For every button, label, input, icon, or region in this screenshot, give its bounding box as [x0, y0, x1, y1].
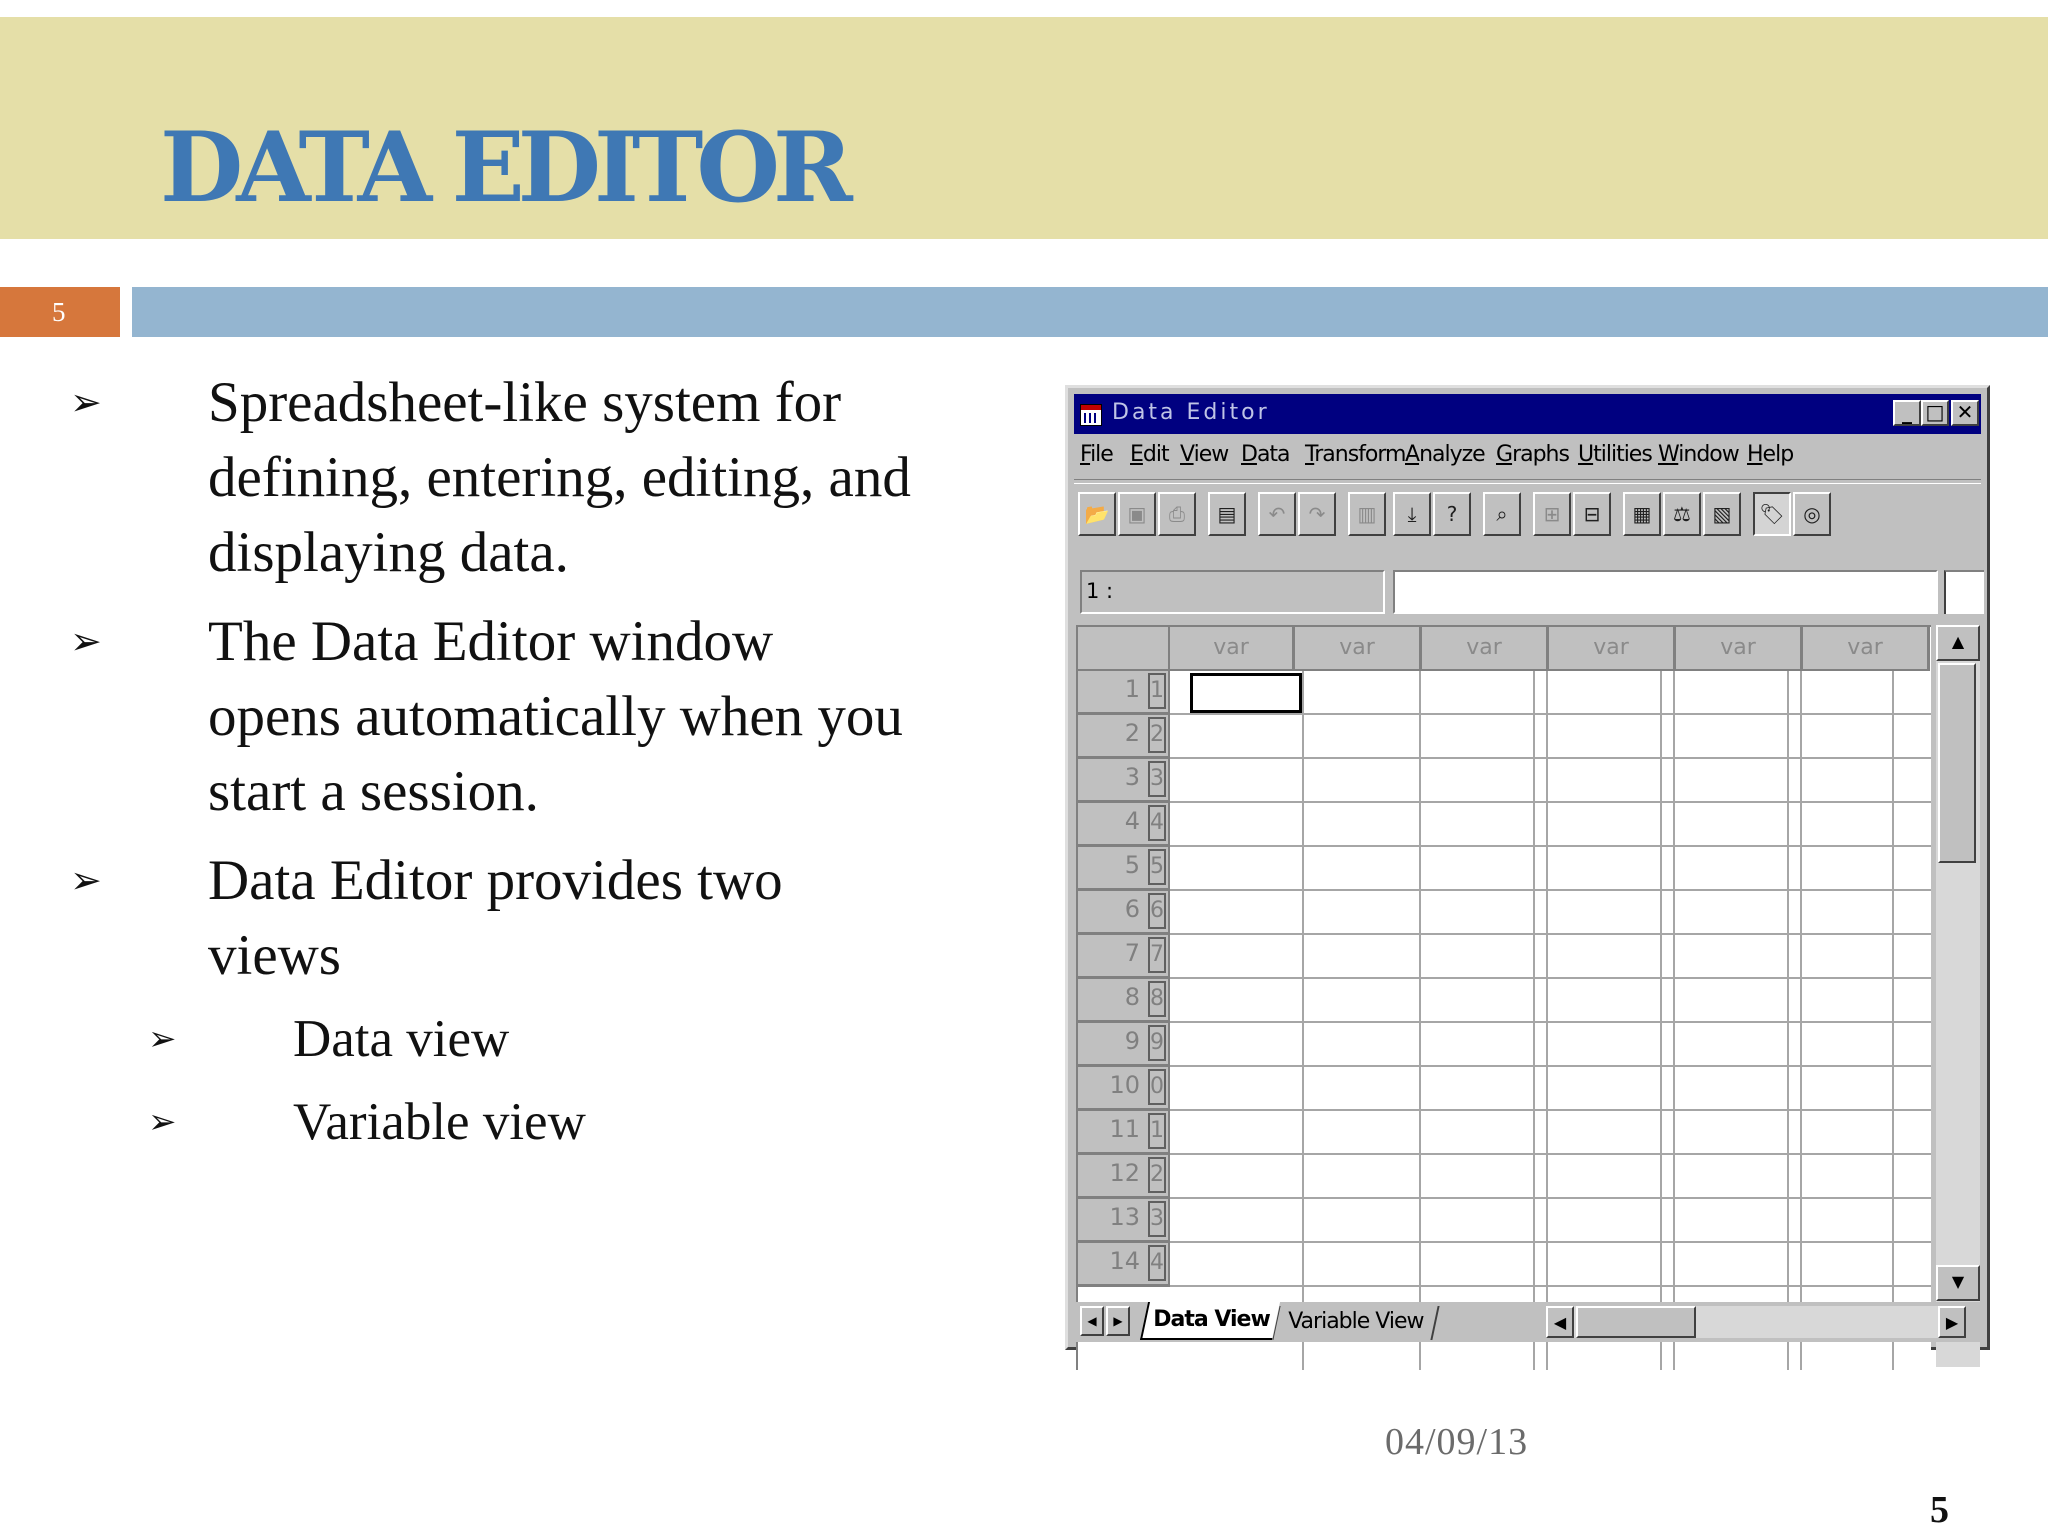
sub-bullet-text: Variable view — [293, 1093, 586, 1151]
slide-title: DATA EDITOR — [160, 111, 846, 224]
grid-line — [1170, 713, 1931, 715]
row-number-duplicate: 8 — [1148, 981, 1166, 1017]
row-header[interactable] — [1078, 1111, 1170, 1155]
footer-page-number: 5 — [1930, 1489, 1949, 1531]
row-number-duplicate: 5 — [1148, 849, 1166, 885]
row-header[interactable] — [1078, 847, 1170, 891]
cell-value-editor[interactable] — [1393, 570, 1938, 614]
bullet-arrow-icon: ➢ — [70, 858, 102, 902]
minimize-button[interactable]: _ — [1893, 400, 1921, 426]
row-number: 6 — [1124, 895, 1140, 923]
row-number: 1 — [1124, 675, 1140, 703]
row-number: 10 — [1109, 1071, 1140, 1099]
bottom-bar — [1076, 1302, 1981, 1342]
row-number: 8 — [1124, 983, 1140, 1011]
footer-date: 04/09/13 — [1385, 1421, 1529, 1463]
variables-icon[interactable]: ? — [1433, 492, 1471, 536]
insert-cases-icon[interactable]: ⊞ — [1533, 492, 1571, 536]
tab-next-arrow-icon[interactable]: ▶ — [1106, 1306, 1130, 1336]
dialog-recall-icon[interactable]: ▤ — [1208, 492, 1246, 536]
bullet-line: The Data Editor window — [208, 610, 774, 673]
row-header[interactable] — [1078, 1199, 1170, 1243]
row-number-duplicate: 1 — [1148, 1113, 1166, 1149]
bullet-line: defining, entering, editing, and — [208, 446, 911, 509]
row-header[interactable] — [1078, 979, 1170, 1023]
grid-line — [1170, 1197, 1931, 1199]
value-labels-icon[interactable]: 🏷 — [1753, 492, 1791, 536]
grid-line — [1170, 1109, 1931, 1111]
menu-transform[interactable]: Transform — [1305, 442, 1406, 467]
row-number-duplicate: 4 — [1148, 805, 1166, 841]
menu-data[interactable]: Data — [1241, 442, 1290, 467]
row-number: 3 — [1124, 763, 1140, 791]
bullet-line: displaying data. — [208, 521, 569, 584]
maximize-button[interactable]: □ — [1921, 400, 1949, 426]
bullet-line: opens automatically when you — [208, 685, 903, 748]
grid-line — [1170, 1065, 1931, 1067]
grid-line — [1170, 757, 1931, 759]
row-header[interactable] — [1078, 715, 1170, 759]
grid-line — [1170, 933, 1931, 935]
close-button[interactable]: ✕ — [1951, 400, 1979, 426]
grid-line — [1170, 801, 1931, 803]
column-header[interactable]: var — [1676, 627, 1803, 671]
tab-data-view-label: Data View — [1152, 1307, 1270, 1332]
column-header[interactable]: var — [1170, 627, 1295, 671]
row-number-duplicate: 1 — [1148, 673, 1166, 709]
bullet-arrow-icon: ➢ — [148, 1019, 177, 1059]
row-number: 11 — [1109, 1115, 1140, 1143]
scroll-thumb[interactable] — [1938, 663, 1976, 863]
tab-first-arrow-icon[interactable]: ◀ — [1080, 1306, 1104, 1336]
window-titlebar[interactable] — [1074, 394, 1981, 434]
bullet-arrow-icon: ➢ — [148, 1102, 177, 1142]
row-number-duplicate: 9 — [1148, 1025, 1166, 1061]
menu-bar — [1078, 438, 1978, 474]
grid-line — [1170, 1153, 1931, 1155]
menu-graphs[interactable]: Graphs — [1496, 442, 1569, 467]
menu-edit[interactable]: Edit — [1130, 442, 1169, 467]
column-header[interactable]: var — [1803, 627, 1930, 671]
row-header[interactable] — [1078, 759, 1170, 803]
bullet-line: start a session. — [208, 760, 539, 823]
row-number: 5 — [1124, 851, 1140, 879]
print-icon[interactable]: ⎙ — [1158, 492, 1196, 536]
save-icon[interactable]: ▣ — [1118, 492, 1156, 536]
tab-data-view[interactable] — [1140, 1302, 1280, 1340]
find-icon[interactable]: ⌕ — [1483, 492, 1521, 536]
bullet-item — [70, 604, 1008, 829]
row-number: 12 — [1109, 1159, 1140, 1187]
row-number-duplicate: 7 — [1148, 937, 1166, 973]
bullet-item — [70, 365, 1008, 590]
vertical-scrollbar[interactable] — [1936, 625, 1980, 1367]
row-header[interactable] — [1078, 803, 1170, 847]
grid-line — [1170, 889, 1931, 891]
horizontal-scroll-thumb[interactable] — [1576, 1306, 1696, 1338]
menu-help[interactable]: Help — [1747, 442, 1794, 467]
row-number: 9 — [1124, 1027, 1140, 1055]
bullet-arrow-icon: ➢ — [70, 619, 102, 663]
bullet-arrow-icon: ➢ — [70, 380, 102, 424]
grid-line — [1170, 1241, 1931, 1243]
divider-bar — [132, 287, 2048, 337]
scroll-down-arrow-icon[interactable]: ▼ — [1936, 1265, 1980, 1301]
tab-variable-view-label: Variable View — [1288, 1309, 1424, 1334]
bullet-line: Data Editor provides two — [208, 849, 783, 912]
column-header[interactable]: var — [1422, 627, 1549, 671]
goto-chart-icon[interactable]: ▥ — [1348, 492, 1386, 536]
window-title: Data Editor — [1112, 400, 1270, 425]
row-number: 7 — [1124, 939, 1140, 967]
row-number: 13 — [1109, 1203, 1140, 1231]
row-number-duplicate: 2 — [1148, 1157, 1166, 1193]
row-number-duplicate: 6 — [1148, 893, 1166, 929]
use-sets-icon[interactable]: ◎ — [1793, 492, 1831, 536]
split-file-icon[interactable]: ▦ — [1623, 492, 1661, 536]
row-number-duplicate: 4 — [1148, 1245, 1166, 1281]
menu-window[interactable]: Window — [1658, 442, 1739, 467]
menu-separator — [1074, 479, 1981, 484]
horizontal-scrollbar[interactable] — [1546, 1306, 1966, 1338]
row-number: 4 — [1124, 807, 1140, 835]
row-number-duplicate: 3 — [1148, 1201, 1166, 1237]
cell-reference-box: 1 : — [1080, 570, 1385, 614]
scroll-up-arrow-icon[interactable]: ▲ — [1936, 625, 1980, 661]
row-number: 14 — [1109, 1247, 1140, 1275]
menu-view[interactable]: View — [1180, 442, 1229, 467]
active-cell[interactable] — [1190, 673, 1302, 713]
data-grid — [1076, 625, 1931, 1370]
row-header[interactable] — [1078, 1243, 1170, 1287]
spss-data-editor-window — [1065, 385, 1990, 1350]
row-number-duplicate: 0 — [1148, 1069, 1166, 1105]
goto-case-icon[interactable]: ⤓ — [1393, 492, 1431, 536]
grid-line — [1170, 1021, 1931, 1023]
row-number: 2 — [1124, 719, 1140, 747]
row-header[interactable] — [1078, 1023, 1170, 1067]
row-number-duplicate: 3 — [1148, 761, 1166, 797]
grid-line — [1170, 845, 1931, 847]
column-header[interactable]: var — [1295, 627, 1422, 671]
redo-icon[interactable]: ↷ — [1298, 492, 1336, 536]
weight-cases-icon[interactable]: ⚖ — [1663, 492, 1701, 536]
bullet-line: views — [208, 924, 341, 987]
menu-analyze[interactable]: Analyze — [1405, 442, 1485, 467]
sub-bullet-item — [148, 1002, 993, 1077]
slide-number-tab: 5 — [0, 287, 120, 337]
row-number-duplicate: 2 — [1148, 717, 1166, 753]
open-file-icon[interactable]: 📂 — [1078, 492, 1116, 536]
scroll-left-arrow-icon[interactable]: ◀ — [1546, 1306, 1574, 1338]
row-header[interactable] — [1078, 1155, 1170, 1199]
grid-line — [1170, 977, 1931, 979]
sub-bullet-item — [148, 1085, 993, 1160]
row-header[interactable] — [1078, 1067, 1170, 1111]
menu-file[interactable]: File — [1080, 442, 1113, 467]
sub-bullet-text: Data view — [293, 1010, 510, 1068]
cell-value-editor-edge — [1944, 570, 1984, 614]
row-header[interactable] — [1078, 891, 1170, 935]
undo-icon[interactable]: ↶ — [1258, 492, 1296, 536]
row-header[interactable] — [1078, 935, 1170, 979]
menu-utilities[interactable]: Utilities — [1578, 442, 1652, 467]
grid-line — [1170, 1285, 1931, 1287]
row-header[interactable] — [1078, 671, 1170, 715]
select-cases-icon[interactable]: ▧ — [1703, 492, 1741, 536]
bullet-item — [70, 843, 1008, 993]
scroll-right-arrow-icon[interactable]: ▶ — [1938, 1306, 1966, 1338]
tab-variable-view[interactable] — [1272, 1306, 1439, 1340]
insert-variable-icon[interactable]: ⊟ — [1573, 492, 1611, 536]
toolbar — [1078, 488, 1978, 542]
grid-corner[interactable] — [1078, 627, 1170, 671]
column-header[interactable]: var — [1549, 627, 1676, 671]
spreadsheet-app-icon — [1080, 404, 1102, 426]
bullet-line: Spreadsheet-like system for — [208, 371, 842, 434]
